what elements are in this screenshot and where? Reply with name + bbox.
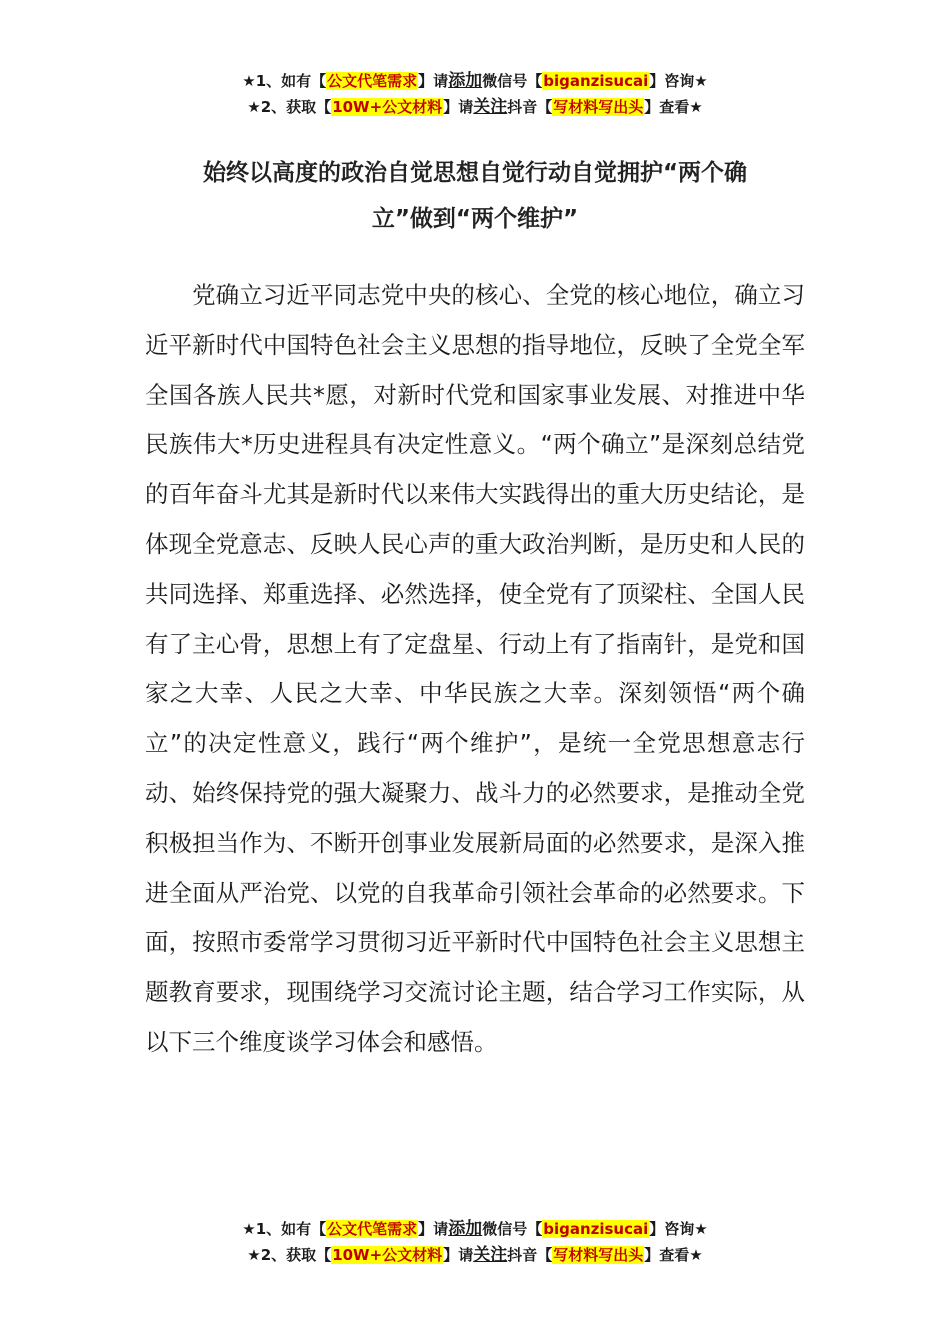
header-banner [0, 68, 950, 120]
banner-highlight: 10W+公文材料 [332, 1246, 443, 1264]
title-line-1: 始终以高度的政治自觉思想自觉行动自觉拥护“两个确 [202, 160, 748, 186]
banner-text: ★1、如有【 [242, 72, 327, 90]
banner-emphasis: 关注 [473, 1245, 508, 1265]
banner-line-1 [0, 1216, 950, 1242]
banner-highlight: 10W+公文材料 [332, 98, 443, 116]
banner-emphasis: 添加 [448, 71, 483, 91]
banner-text: ★2、获取【 [247, 98, 332, 116]
footer-banner [0, 1216, 950, 1268]
banner-text: 】请 [443, 98, 474, 116]
banner-highlight: biganzisucai [543, 1220, 649, 1238]
banner-text: 】查看★ [644, 1246, 703, 1264]
paragraph-text: 党确立习近平同志党中央的核心、全党的核心地位，确立习近平新时代中国特色社会主义思想的指导地位，反映了全党全军全国各族人民共*愿，对新时代党和国家事业发展、对推进中华民族伟大*历史进程具有决定性意义。“两个确立”是深刻总结党的百年奋斗尤其是新时代以来伟大实践得出的重大历史结论，是体现全党意志、反映人民心声的重大政治判断，是历史和人民的共同选择、郑重选择、必然选择，使全党有了顶梁柱、全国人民有了主心骨，思想上有了定盘星、行动上有了指南针，是党和国家之大幸、人民之大幸、中华民族之大幸。深刻领悟“两个确立”的决定性意义，践行“两个维护”，是统一全党思想意志行动、始终保持党的强大凝聚力、战斗力的必然要求，是推动全党积极担当作为、不断开创事业发展新局面的必然要求，是深入推进全面从严治党、以党的自我革命引领社会革命的必然要求。下面，按照市委常学习贯彻习近平新时代中国特色社会主义思想主题教育要求，现围绕学习交流讨论主题，结合学习工作实际，从以下三个维度谈学习体会和感悟。 [145, 281, 805, 1056]
banner-highlight: biganzisucai [543, 72, 649, 90]
banner-line-2 [0, 94, 950, 120]
body-paragraph [145, 271, 805, 1068]
banner-text: 抖音【 [507, 1246, 553, 1264]
banner-text: ★1、如有【 [242, 1220, 327, 1238]
document-title [0, 150, 950, 242]
banner-emphasis: 关注 [473, 97, 508, 117]
banner-text: 】查看★ [644, 98, 703, 116]
banner-highlight: 公文代笔需求 [327, 72, 418, 90]
banner-text: 】咨询★ [649, 72, 708, 90]
banner-highlight: 公文代笔需求 [327, 1220, 418, 1238]
banner-text: ★2、获取【 [247, 1246, 332, 1264]
banner-highlight: 写材料写出头 [553, 1246, 644, 1264]
title-line-2: 立”做到“两个维护” [371, 206, 579, 232]
banner-text: 】请 [418, 1220, 449, 1238]
banner-text: 抖音【 [507, 98, 553, 116]
banner-line-1 [0, 68, 950, 94]
banner-text: 微信号【 [482, 72, 543, 90]
banner-text: 微信号【 [482, 1220, 543, 1238]
banner-text: 】请 [443, 1246, 474, 1264]
banner-emphasis: 添加 [448, 1219, 483, 1239]
banner-line-2 [0, 1242, 950, 1268]
banner-text: 】咨询★ [649, 1220, 708, 1238]
banner-highlight: 写材料写出头 [553, 98, 644, 116]
banner-text: 】请 [418, 72, 449, 90]
